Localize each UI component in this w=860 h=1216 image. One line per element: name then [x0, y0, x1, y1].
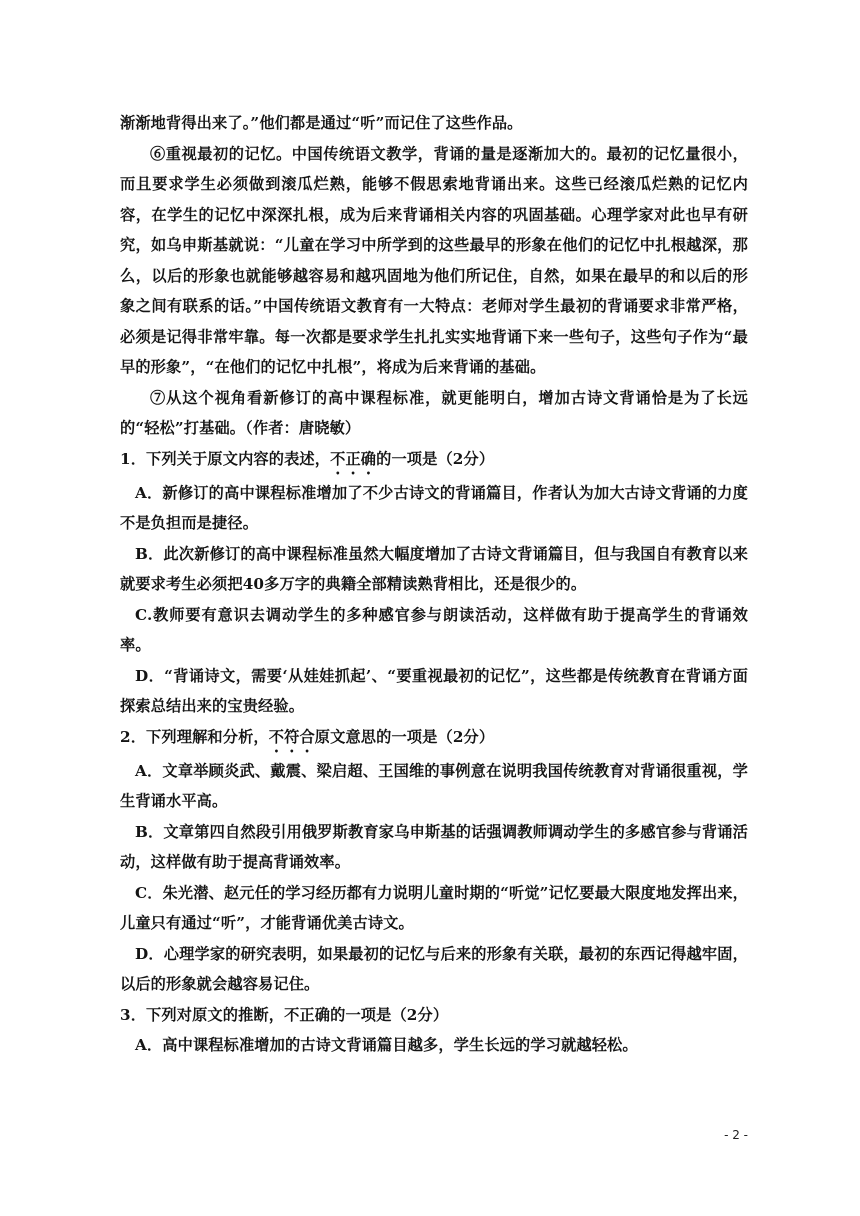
question-2-option-b: B．文章第四自然段引用俄罗斯教育家乌申斯基的话强调教师调动学生的多感官参与背诵活动，这样做有助于提高背诵效率。	[120, 822, 748, 871]
question-1-stem: 1．下列关于原文内容的表述，不正确的一项是（2分）	[120, 449, 495, 468]
page-number: - 2 -	[724, 1128, 748, 1142]
question-2-option-c: C．朱光潜、赵元任的学习经历都有力说明儿童时期的“听觉”记忆要最大限度地发挥出来，儿童只有通过“听”，才能背诵优美古诗文。	[120, 883, 748, 932]
question-1-option-c: C.教师要有意识去调动学生的多种感官参与朗读活动，这样做有助于提高学生的背诵效率。	[120, 605, 748, 654]
emphasis-not-conform: 不符合	[268, 727, 315, 746]
article-body	[120, 108, 748, 1061]
question-1-option-b: B．此次新修订的高中课程标准虽然大幅度增加了古诗文背诵篇目，但与我国自有教育以来就要求考生必须把40多万字的典籍全部精读熟背相比，还是很少的。	[120, 544, 748, 593]
question-1-option-d: D．“背诵诗文，需要‘从娃娃抓起’、“要重视最初的记忆”，这些都是传统教育在背诵方面探索总结出来的宝贵经验。	[120, 666, 748, 715]
question-3-stem: 3．下列对原文的推断，不正确的一项是（2分）	[120, 1005, 449, 1024]
emphasis-not-correct: 不正确	[330, 449, 377, 468]
paragraph-7: ⑦从这个视角看新修订的高中课程标准，就更能明白，增加古诗文背诵恰是为了长远的“轻松”打基础。（作者：唐晓敏）	[120, 388, 748, 437]
paragraph-5-tail: 渐渐地背得出来了。”他们都是通过“听”而记住了这些作品。	[120, 114, 523, 132]
paragraph-6: ⑥重视最初的记忆。中国传统语文教学，背诵的量是逐渐加大的。最初的记忆量很小，而且要求学生必须做到滚瓜烂熟，能够不假思索地背诵出来。这些已经滚瓜烂熟的记忆内容，在学生的记忆中深深扎根，成为后来背诵相关内容的巩固基础。心理学家对此也早有研究，如乌申斯基就说：“儿童在学习中所学到的这些最早的形象在他们的记忆中扎根越深，那么，以后的形象也就能够越容易和越巩固地为他们所记住，自然，如果在最早的和以后的形象之间有联系的话。”中国传统语文教育有一大特点：老师对学生最初的背诵要求非常严格，必须是记得非常牢靠。每一次都是要求学生扎扎实实地背诵下来一些句子，这些句子作为“最早的形象”，“在他们的记忆中扎根”，将成为后来背诵的基础。	[120, 144, 748, 376]
question-2-stem: 2．下列理解和分析，不符合原文意思的一项是（2分）	[120, 727, 495, 746]
question-3-option-a: A．高中课程标准增加的古诗文背诵篇目越多，学生长远的学习就越轻松。	[135, 1036, 638, 1054]
question-1-option-a: A．新修订的高中课程标准增加了不少古诗文的背诵篇目，作者认为加大古诗文背诵的力度不是负担而是捷径。	[120, 483, 748, 532]
question-2-option-a: A．文章举顾炎武、戴震、梁启超、王国维的事例意在说明我国传统教育对背诵很重视，学生背诵水平高。	[120, 761, 748, 810]
question-2-option-d: D．心理学家的研究表明，如果最初的记忆与后来的形象有关联，最初的东西记得越牢固，以后的形象就会越容易记住。	[120, 944, 748, 993]
